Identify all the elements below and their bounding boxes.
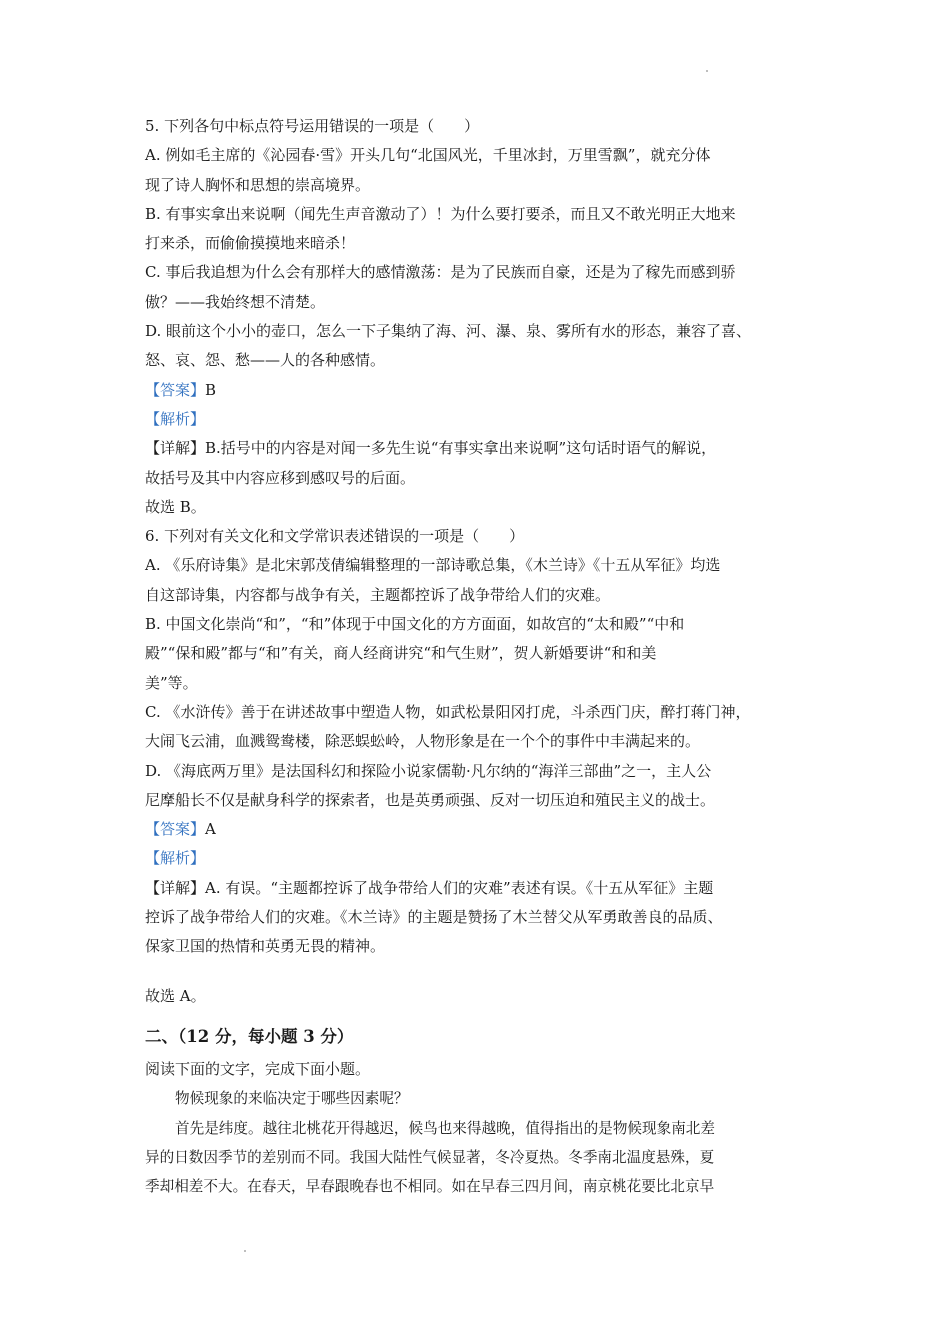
q5-option-a-line2: 现了诗人胸怀和思想的崇高境界。: [145, 175, 371, 194]
q5-option-b-line1: B. 有事实拿出来说啊（闻先生声音激动了）！为什么要打要杀，而且又不敢光明正大地来: [145, 204, 736, 223]
scan-dot-top: [706, 70, 708, 72]
q5-option-b-line2: 打来杀，而偷偷摸摸地来暗杀！: [145, 234, 356, 253]
q6-conclusion: 故选 A。: [145, 986, 206, 1005]
q6-option-d-line2: 尼摩船长不仅是献身科学的探索者，也是英勇顽强、反对一切压迫和殖民主义的战士。: [145, 790, 716, 809]
q6-detail-line1: [145, 874, 825, 903]
q5-analysis-tag: 【解析】: [145, 409, 206, 428]
q5-detail-text1: B.括号中的内容是对闻一多先生说“有事实拿出来说啊”这句话时语气的解说，: [205, 439, 717, 458]
spacer: [145, 962, 825, 982]
document-page: [145, 112, 825, 1201]
q6-option-c-line1: C. 《水浒传》善于在讲述故事中塑造人物，如武松景阳冈打虎，斗杀西门庆，醉打蒋门神，: [145, 702, 751, 721]
q6-answer-tag: 【答案】: [145, 820, 206, 839]
q6-option-c-line2: 大闹飞云浦，血溅鸳鸯楼，除恶蜈蚣岭，人物形象是在一个个的事件中丰满起来的。: [145, 732, 701, 751]
q6-option-d-line1: D. 《海底两万里》是法国科幻和探险小说家儒勒·凡尔纳的“海洋三部曲”之一，主人公: [145, 761, 712, 780]
q5-answer-value: B: [205, 380, 217, 399]
q6-analysis-tag: 【解析】: [145, 849, 206, 868]
q6-option-a-line1: A. 《乐府诗集》是北宋郭茂倩编辑整理的一部诗歌总集，《木兰诗》《十五从军征》均选: [145, 556, 721, 575]
q6-option-b-line1: B. 中国文化崇尚“和”，“和”体现于中国文化的方方面面，如故宫的“太和殿”“中和: [145, 615, 685, 634]
q6-detail-line3: 保家卫国的热情和英勇无畏的精神。: [145, 937, 386, 956]
q5-option-c-line1: C. 事后我追想为什么会有那样大的感情激荡：是为了民族而自豪，还是为了稼先而感到骄: [145, 263, 736, 282]
q5-option-c-line2: 傲？——我始终想不清楚。: [145, 292, 326, 311]
q5-answer: [145, 376, 825, 405]
section2-heading: 二、（12 分，每小题 3 分）: [145, 1026, 354, 1046]
q5-option-d-line2: 怒、哀、怨、愁——人的各种感情。: [145, 351, 386, 370]
q6-detail-line2: 控诉了战争带给人们的灾难。《木兰诗》的主题是赞扬了木兰替父从军勇敢善良的品质、: [145, 908, 723, 927]
article-line3: 季却相差不大。在春天，早春跟晚春也不相同。如在早春三四月间，南京桃花要比北京早: [145, 1178, 715, 1196]
q6-answer-value: A: [205, 820, 216, 839]
q6-detail-text1: A. 有误。“主题都控诉了战争带给人们的灾难”表述有误。《十五从军征》主题: [205, 878, 714, 897]
scan-dot-bottom: [244, 1250, 246, 1252]
article-line2: 异的日数因季节的差别而不同。我国大陆性气候显著，冬冷夏热。冬季南北温度悬殊，夏: [145, 1148, 715, 1166]
q5-detail-line1: [145, 434, 825, 463]
article-title: 物候现象的来临决定于哪些因素呢？: [175, 1090, 409, 1108]
q5-detail-line2: 故括号及其中内容应移到感叹号的后面。: [145, 468, 416, 487]
q5-conclusion: 故选 B。: [145, 497, 206, 516]
q6-option-b-line2: 殿”“保和殿”都与“和”有关，商人经商讲究“和气生财”，贺人新婚要讲“和和美: [145, 644, 657, 663]
section2-instruction: 阅读下面的文字，完成下面小题。: [145, 1059, 371, 1078]
q6-stem: 6. 下列对有关文化和文学常识表述错误的一项是（ ）: [145, 527, 525, 546]
q6-option-a-line2: 自这部诗集，内容都与战争有关，主题都控诉了战争带给人们的灾难。: [145, 585, 611, 604]
q6-option-b-line3: 美”等。: [145, 673, 198, 692]
q5-answer-tag: 【答案】: [145, 380, 206, 399]
article-line1: 首先是纬度。越往北桃花开得越迟，候鸟也来得越晚，值得指出的是物候现象南北差: [175, 1119, 715, 1137]
q6-answer: [145, 815, 825, 844]
q5-option-a-line1: A. 例如毛主席的《沁园春·雪》开头几句“北国风光，千里冰封，万里雪飘”，就充分体: [145, 146, 711, 165]
q5-detail-tag: 【详解】: [145, 439, 206, 458]
q5-option-d-line1: D. 眼前这个小小的壶口，怎么一下子集纳了海、河、瀑、泉、雾所有水的形态，兼容了喜、: [145, 322, 752, 341]
q5-stem: 5. 下列各句中标点符号运用错误的一项是（ ）: [145, 117, 480, 135]
q6-detail-tag: 【详解】: [145, 878, 206, 897]
